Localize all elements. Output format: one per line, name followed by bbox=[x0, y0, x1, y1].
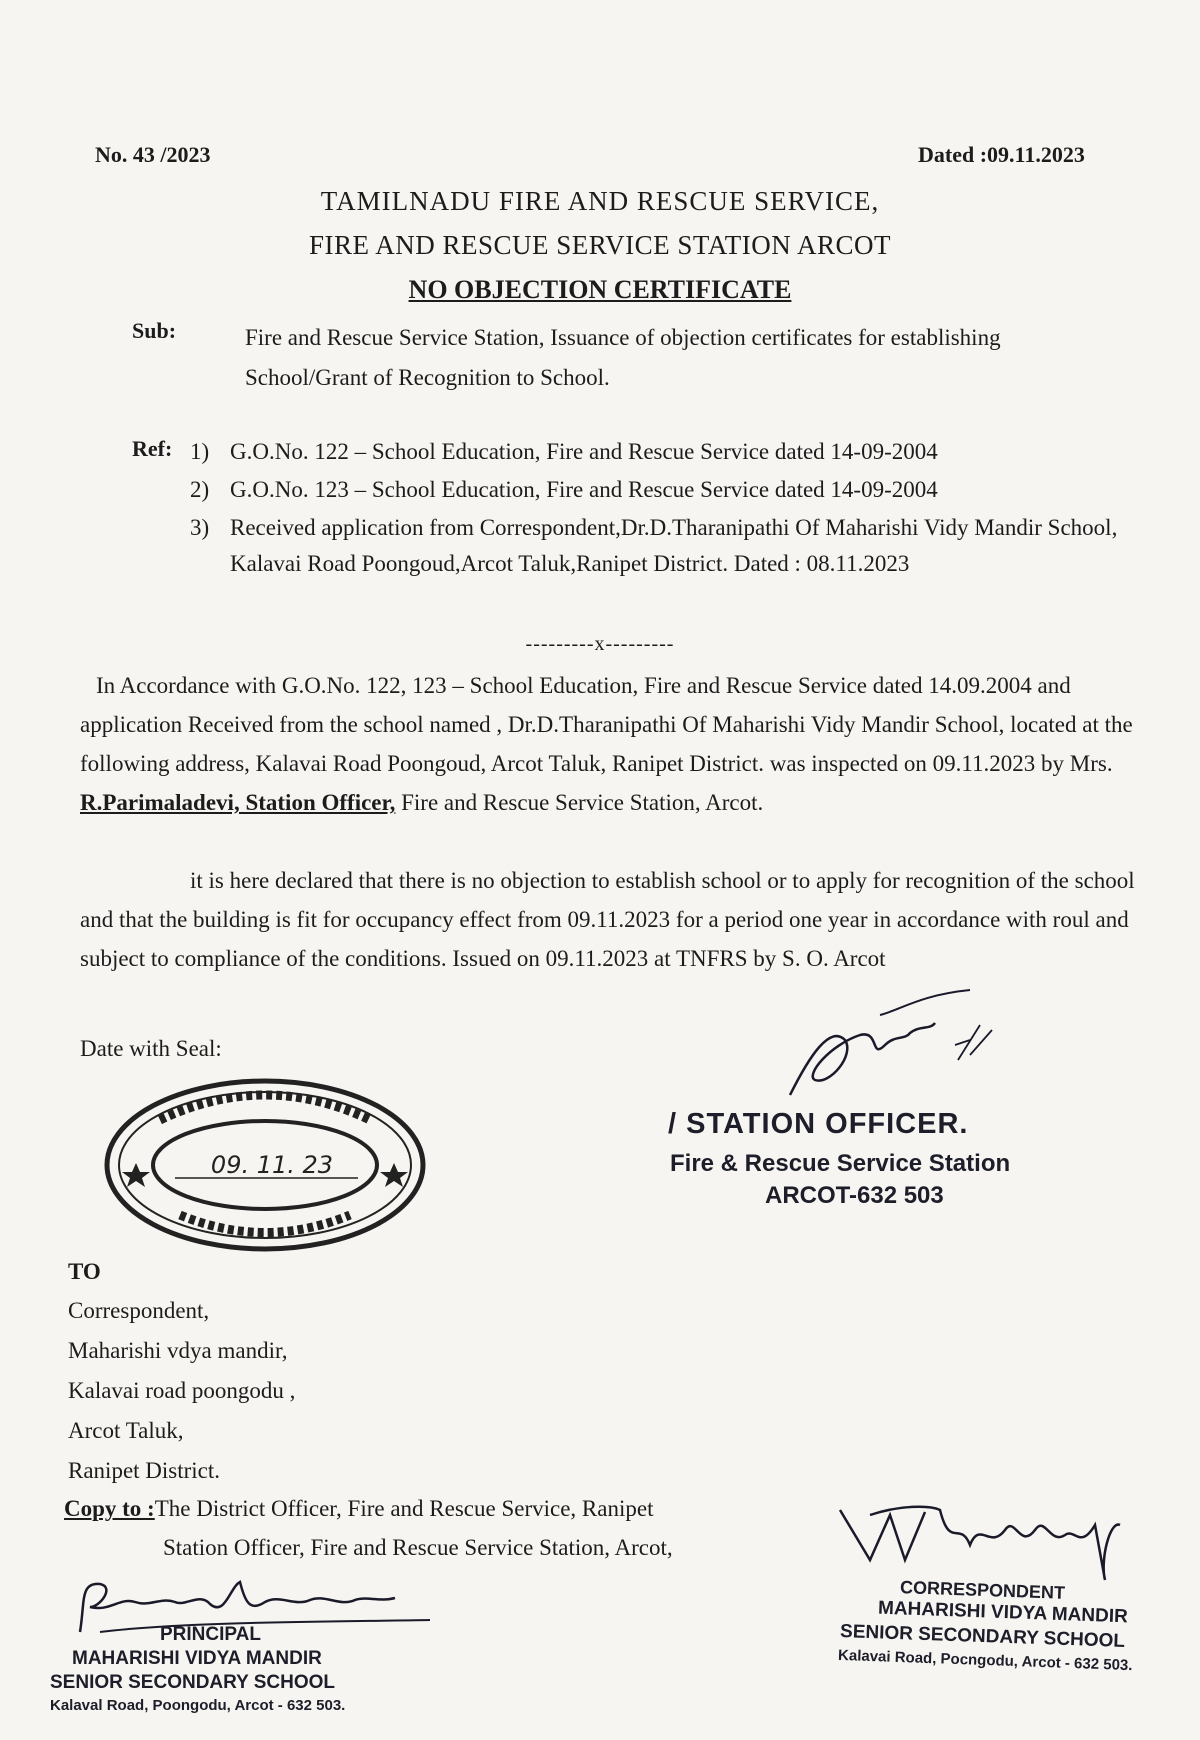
paragraph-text: Fire and Rescue Service Station, Arcot. bbox=[401, 790, 764, 815]
address-line: Kalavai road poongodu , bbox=[68, 1378, 296, 1403]
officer-signature-image bbox=[770, 985, 1000, 1115]
body-paragraph-1 bbox=[80, 666, 1140, 822]
correspondent-stamp-title: CORRESPONDENT bbox=[899, 1577, 1066, 1603]
department-title: TAMILNADU FIRE AND RESCUE SERVICE, bbox=[320, 186, 880, 216]
correspondent-stamp-school: SENIOR SECONDARY SCHOOL bbox=[839, 1621, 1126, 1652]
officer-stamp-address: ARCOT-632 503 bbox=[765, 1182, 944, 1209]
address-line: Ranipet District. bbox=[68, 1458, 221, 1483]
copy-to bbox=[64, 1496, 653, 1522]
date-with-seal-label: Date with Seal: bbox=[80, 1036, 222, 1061]
station-title: FIRE AND RESCUE SERVICE STATION ARCOT bbox=[309, 230, 891, 260]
correspondent-stamp-school: MAHARISHI VIDYA MANDIR bbox=[877, 1597, 1129, 1628]
principal-stamp-title: PRINCIPAL bbox=[160, 1624, 261, 1645]
subject-text: Fire and Rescue Service Station, Issuance of objection certificates for establishing School/Grant of Recognition to School. bbox=[245, 325, 1001, 390]
reference-number: 1) bbox=[190, 439, 210, 464]
reference-text: G.O.No. 123 – School Education, Fire and Rescue Service dated 14-09-2004 bbox=[230, 477, 938, 502]
officer-stamp-station: Fire & Rescue Service Station bbox=[670, 1150, 1011, 1177]
to-label: TO bbox=[68, 1259, 101, 1284]
principal-stamp-school: SENIOR SECONDARY SCHOOL bbox=[50, 1672, 336, 1693]
office-seal-image bbox=[100, 1075, 430, 1255]
copy-to-label: Copy to : bbox=[64, 1496, 155, 1521]
reference-text: Received application from Correspondent,Dr.D.Tharanipathi Of Maharishi Vidy Mandir School, Kalavai Road Poongoud,Arcot Taluk,Ranipet District. Dated : 08.11.2023 bbox=[230, 515, 1118, 576]
address-line: Correspondent, bbox=[68, 1298, 210, 1323]
certificate-date: Dated :09.11.2023 bbox=[918, 142, 1085, 167]
separator: ---------x--------- bbox=[525, 633, 675, 655]
body-paragraph-2: it is here declared that there is no objection to establish school or to apply for recognition of the school and that the building is fit for occupancy effect from 09.11.2023 for a period one year in accordance with roul and subject to compliance of the conditions. Issued on 09.11.2023 at TNFRS by S. O. Arcot bbox=[80, 868, 1135, 971]
officer-name: R.Parimaladevi, Station Officer, bbox=[80, 790, 396, 815]
paragraph-text: In Accordance with G.O.No. 122, 123 – School Education, Fire and Rescue Service dated 14.09.2004 and application Received from the school named , Dr.D.Tharanipathi Of Maharishi Vidy Mandir School, located at the following address, Kalavai Road Poongoud, Arcot Taluk, Ranipet District. was inspected on 09.11.2023 by Mrs. bbox=[80, 673, 1133, 776]
references-label: Ref: bbox=[132, 436, 173, 461]
seal-date: 09. 11. 23 bbox=[210, 1151, 334, 1179]
copy-to-line: Station Officer, Fire and Rescue Service Station, Arcot, bbox=[163, 1535, 673, 1560]
correspondent-stamp-address: Kalavai Road, Pocngodu, Arcot - 632 503. bbox=[837, 1646, 1133, 1675]
principal-stamp-school: MAHARISHI VIDYA MANDIR bbox=[72, 1648, 322, 1669]
reference-text: G.O.No. 122 – School Education, Fire and Rescue Service dated 14-09-2004 bbox=[230, 439, 938, 464]
reference-number: 2) bbox=[190, 477, 210, 502]
subject-label: Sub: bbox=[132, 318, 177, 343]
reference-number: 3) bbox=[190, 515, 210, 540]
address-line: Arcot Taluk, bbox=[68, 1418, 184, 1443]
correspondent-signature-image bbox=[810, 1490, 1150, 1590]
officer-stamp-title: / STATION OFFICER. bbox=[668, 1108, 969, 1140]
principal-stamp-address: Kalaval Road, Poongodu, Arcot - 632 503. bbox=[50, 1697, 346, 1714]
document-title: NO OBJECTION CERTIFICATE bbox=[408, 275, 792, 304]
copy-to-line: The District Officer, Fire and Rescue Service, Ranipet bbox=[154, 1496, 654, 1521]
certificate-number: No. 43 /2023 bbox=[95, 142, 211, 167]
address-line: Maharishi vdya mandir, bbox=[68, 1338, 288, 1363]
